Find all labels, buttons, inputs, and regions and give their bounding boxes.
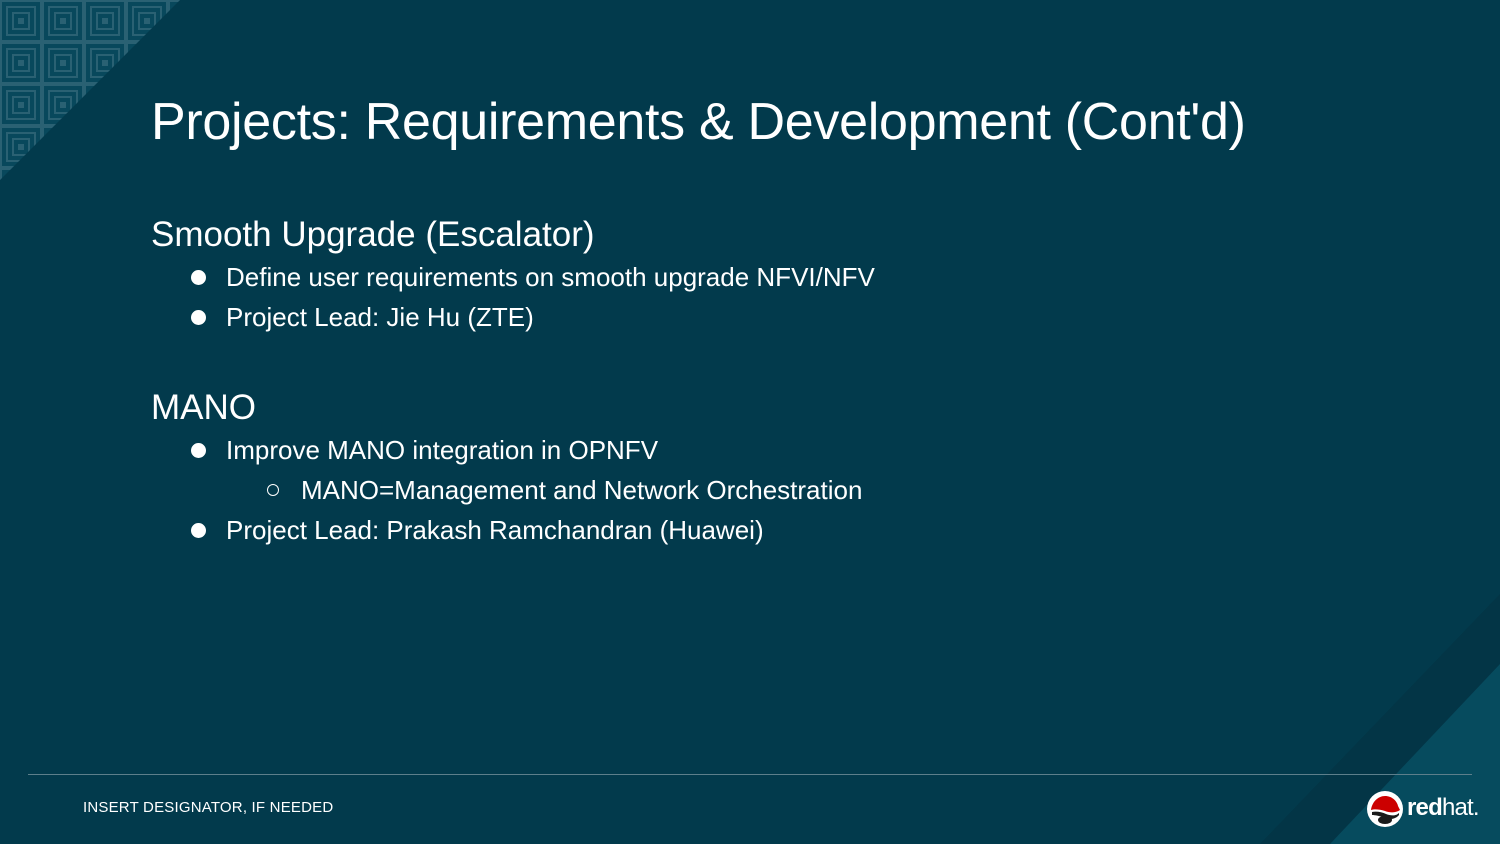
logo-wordmark: redhat. [1407,794,1479,821]
list-item-text: MANO=Management and Network Orchestration [301,475,863,505]
list-item [151,257,875,297]
bullet-icon [191,310,206,325]
list-item [151,430,862,470]
sub-bullet-icon [267,484,279,496]
bullet-list [151,257,875,337]
footer-divider [28,774,1472,775]
section-mano [151,386,862,550]
bullet-icon [191,523,206,538]
slide-title: Projects: Requirements & Development (Cont'd) [151,93,1246,151]
bullet-icon [191,270,206,285]
bullet-icon [191,443,206,458]
bullet-list [151,430,862,550]
list-item-text: Improve MANO integration in OPNFV [226,435,659,465]
section-heading: Smooth Upgrade (Escalator) [151,215,595,254]
list-item [151,510,862,550]
list-item-text: Project Lead: Prakash Ramchandran (Huawei) [226,515,764,545]
redhat-logo [1366,790,1478,828]
section-heading: MANO [151,388,256,427]
redhat-shadowman-icon [1366,790,1404,828]
list-item-text: Project Lead: Jie Hu (ZTE) [226,302,534,332]
list-item-text: Define user requirements on smooth upgrade NFVI/NFV [226,262,875,292]
corner-pattern-decoration [0,0,180,180]
footer-designator: INSERT DESIGNATOR, IF NEEDED [83,799,334,816]
list-item [151,470,862,510]
section-smooth-upgrade [151,213,875,337]
list-item [151,297,875,337]
